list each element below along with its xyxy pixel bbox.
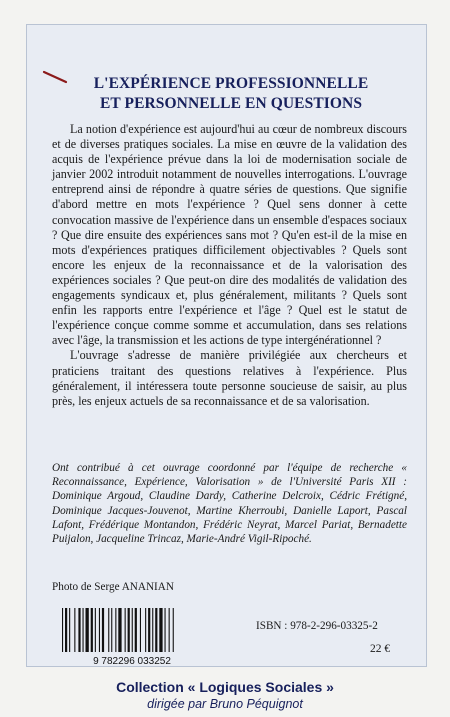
barcode-bar <box>125 608 126 652</box>
barcode-bar <box>165 608 166 652</box>
barcode-bar <box>140 608 141 652</box>
barcode-bar <box>152 608 153 652</box>
collection-director: dirigée par Bruno Péquignot <box>147 697 303 711</box>
barcode-bar <box>118 608 121 652</box>
barcode-bar <box>86 608 89 652</box>
title-line-2: ET PERSONNELLE EN QUESTIONS <box>99 95 363 112</box>
barcode-bars <box>62 608 174 652</box>
summary-paragraph-1: La notion d'expérience est aujourd'hui au cœur de nombreux discours et de diverses pratiques sociales. La mise en œuvre de la validation des acquis de l'expérience prévue dans la loi de modernisation sociale de janvier 2002 introduit notamment de nouvelles interrogations. L'ouvrage entreprend ainsi de répondre à quatre séries de questions. Que signifie d'abord mettre en mots l'expérience ? Quel sens donner à cette convocation massive de l'expérience dans un ensemble d'espaces sociaux ? Que dire ensuite des expériences sans mot ? Qu'en est-il de la mise en mots d'expériences pratiques difficilement objectivables ? Quels sont encore les enjeux de la reconnaissance et de la valorisation des expériences sociales ? Que peut-on dire des modalités de validation des engagements syndicaux et, plus généralement, militants ? Quels sont enfin les rapports entre l'expérience et l'âge ? Quel est le statut de l'expérience conçue comme somme et accumulation, dans ses relations avec l'âge, la transmission et les actions de type intergénérationnel ? <box>52 122 407 348</box>
barcode-bar <box>115 608 116 652</box>
barcode-bar <box>62 608 63 652</box>
barcode-bar <box>99 608 100 652</box>
barcode-bar <box>95 608 96 652</box>
barcode-bar <box>173 608 174 652</box>
barcode-bar <box>128 608 130 652</box>
collection-name: Collection « Logiques Sociales » <box>116 679 334 695</box>
barcode-bar <box>91 608 93 652</box>
barcode-bar <box>108 608 109 652</box>
barcode-number: 9 782296 033252 <box>93 656 171 666</box>
barcode-bar <box>135 608 137 652</box>
barcode-bar <box>74 608 75 652</box>
summary-text <box>52 122 407 409</box>
barcode-bar <box>78 608 80 652</box>
barcode-bar <box>159 608 162 652</box>
barcode-bar <box>111 608 112 652</box>
isbn: ISBN : 978-2-296-03325-2 <box>256 620 378 632</box>
barcode-bar <box>132 608 133 652</box>
photo-credit: Photo de Serge ANANIAN <box>52 581 174 593</box>
contributors-text: Ont contribué à cet ouvrage coordonné par l'équipe de recherche « Reconnaissance, Expérience, Valorisation » de l'Université Paris XII : Dominique Argoud, Claudine Dardy, Catherine Delcroix, Cédric Frétigné, Dominique Jacques-Jouvenot, Martine Kherroubi, Danielle Laport, Pascal Lafont, Frédérique Montandon, Frédéric Neyrat, Marcel Pariat, Bernadette Puijalon, Jacqueline Trincaz, Marie-André Vigil-Ripoché. <box>52 462 407 546</box>
barcode-bar <box>69 608 70 652</box>
barcode-bar <box>65 608 67 652</box>
barcode <box>52 606 212 666</box>
summary-paragraph-2: L'ouvrage s'adresse de manière privilégiée aux chercheurs et praticiens traitant des questions relatives à l'expérience. Plus généralement, il intéressera toute personne soucieuse de saisir, au plus près, les enjeux actuels de sa reconnaissance et de sa valorisation. <box>52 348 407 408</box>
barcode-bar <box>83 608 84 652</box>
barcode-bar <box>145 608 146 652</box>
page-title <box>64 74 398 114</box>
barcode-bar <box>169 608 170 652</box>
price: 22 € <box>370 643 391 655</box>
barcode-bar <box>155 608 157 652</box>
barcode-bar <box>148 608 150 652</box>
barcode-bar <box>102 608 104 652</box>
title-line-1: L'EXPÉRIENCE PROFESSIONNELLE <box>93 75 369 92</box>
